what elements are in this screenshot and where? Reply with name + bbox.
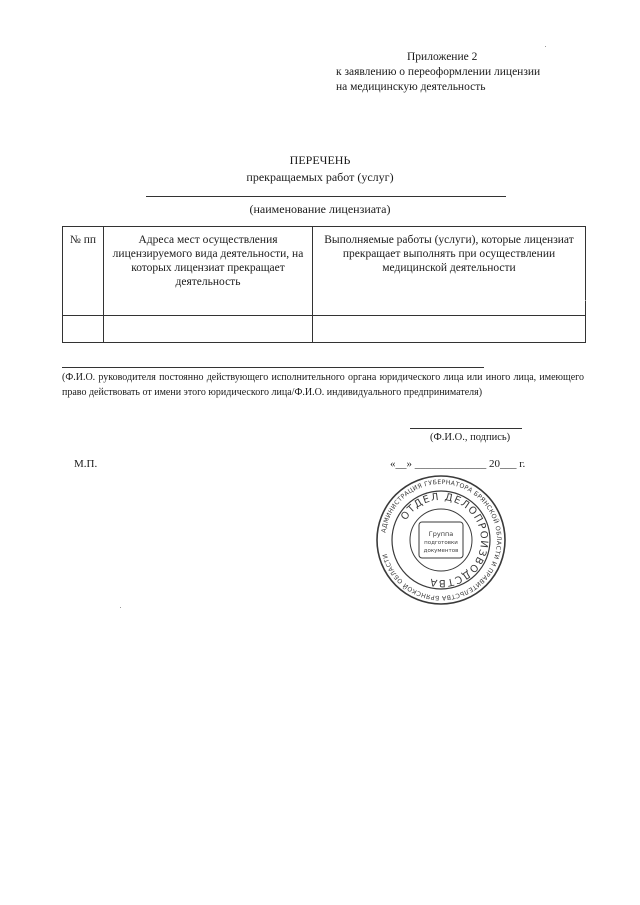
header-number: № пп	[63, 227, 104, 316]
seal-place-label: М.П.	[74, 458, 98, 470]
table-cell	[104, 316, 313, 343]
stamp-center-line-3: документов	[423, 548, 459, 554]
table-cell	[313, 316, 586, 343]
stamp-center-line-1: Группа	[428, 530, 454, 538]
stamp-graphic	[375, 474, 507, 606]
stamp-center-line-2: подготовки	[424, 540, 458, 546]
appendix-number: Приложение 2	[407, 51, 478, 63]
works-table	[62, 226, 586, 343]
scan-speck	[585, 300, 586, 301]
licensee-caption: (наименование лицензиата)	[249, 202, 391, 216]
header-addresses: Адреса мест осуществления лицензируемого вида деятельности, на которых лицензиат прекращает деятельность	[104, 227, 313, 316]
appendix-line-3: на медицинскую деятельность	[336, 81, 486, 93]
office-stamp	[375, 474, 507, 606]
date-line: «__» _____________ 20___ г.	[390, 458, 526, 470]
scan-speck	[545, 46, 546, 47]
table-cell	[63, 316, 104, 343]
table-header-row	[63, 227, 586, 316]
appendix-line-2: к заявлению о переоформлении лицензии	[336, 66, 541, 78]
signature-line	[410, 428, 522, 429]
appendix-header	[336, 50, 586, 95]
stamp-inner-text: ОТДЕЛ ДЕЛОПРОИЗВОДСТВА	[399, 491, 490, 589]
scan-speck	[120, 607, 121, 608]
header-works: Выполняемые работы (услуги), которые лицензиат прекращает выполнять при осуществлении медицинской деятельности	[313, 227, 586, 316]
document-title: ПЕРЕЧЕНЬ	[289, 153, 351, 167]
fio-note: (Ф.И.О. руководителя постоянно действующего исполнительного органа юридического лица или иного лица, имеющего право действовать от имени этого юридического лица/Ф.И.О. индивидуального предпринимателя)	[62, 372, 584, 398]
licensee-name-line	[146, 196, 506, 197]
signature-caption: (Ф.И.О., подпись)	[430, 432, 511, 443]
table-row	[63, 316, 586, 343]
document-subtitle: прекращаемых работ (услуг)	[246, 170, 394, 184]
stamp-outer-text: АДМИНИСТРАЦИЯ ГУБЕРНАТОРА БРЯНСКОЙ ОБЛАСТИ И ПРАВИТЕЛЬСТВА БРЯНСКОЙ ОБЛАСТИ	[380, 478, 503, 602]
head-name-line	[62, 367, 484, 368]
